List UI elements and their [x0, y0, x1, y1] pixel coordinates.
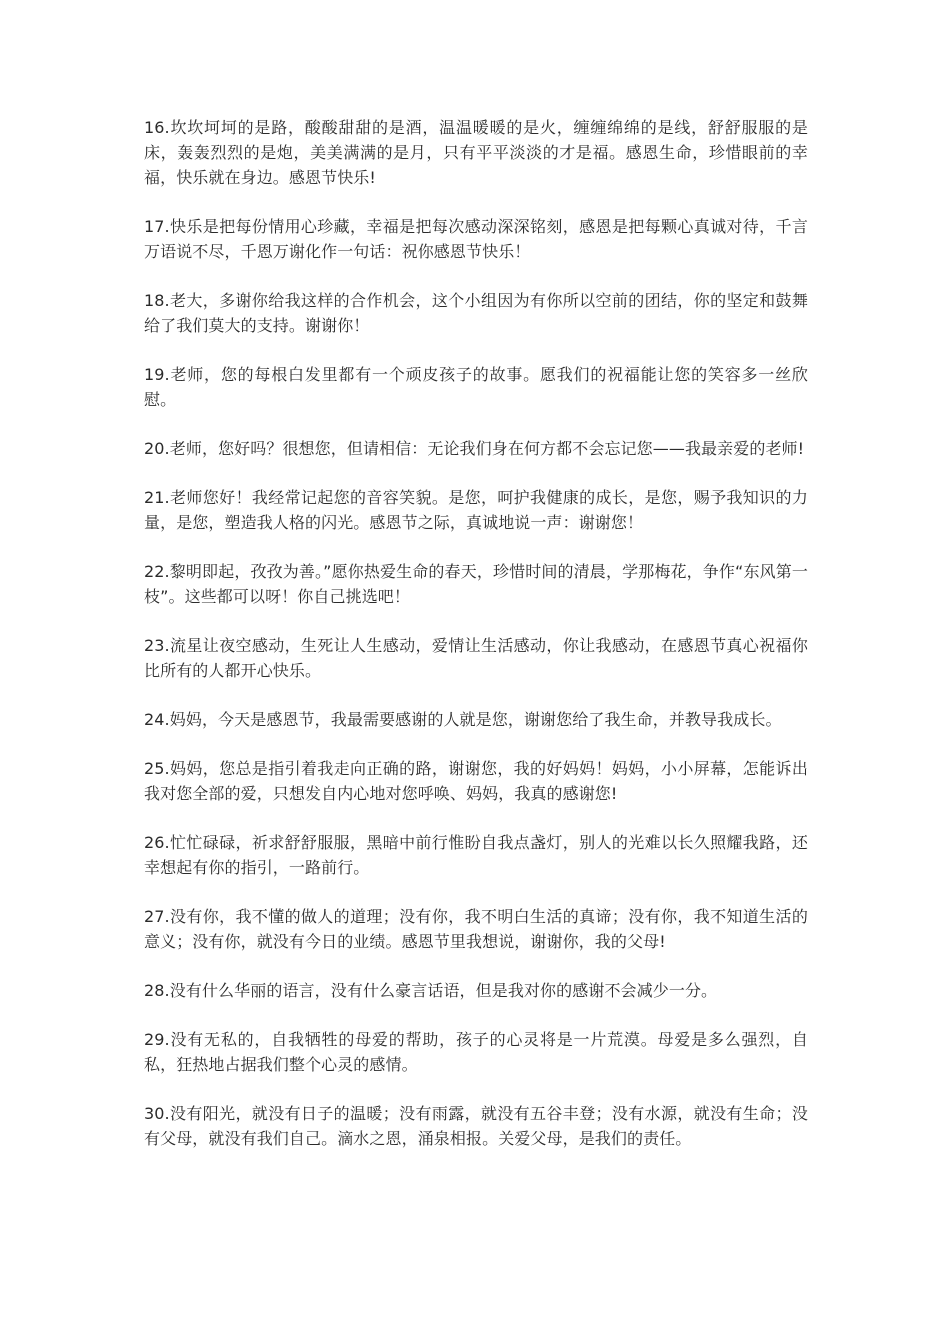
- paragraph-22: 22.黎明即起，孜孜为善。”愿你热爱生命的春天，珍惜时间的清晨，学那梅花，争作“东风第一枝”。这些都可以呀！你自己挑选吧！: [144, 562, 808, 606]
- paragraph-26: 26.忙忙碌碌，祈求舒舒服服，黑暗中前行惟盼自我点盏灯，别人的光难以长久照耀我路，还幸想起有你的指引，一路前行。: [144, 833, 808, 877]
- paragraph-30: 30.没有阳光，就没有日子的温暖；没有雨露，就没有五谷丰登；没有水源，就没有生命；没有父母，就没有我们自己。滴水之恩，涌泉相报。关爱父母，是我们的责任。: [144, 1104, 808, 1148]
- paragraph-27: 27.没有你，我不懂的做人的道理；没有你，我不明白生活的真谛；没有你，我不知道生活的意义；没有你，就没有今日的业绩。感恩节里我想说，谢谢你，我的父母!: [144, 907, 808, 951]
- document-page: [144, 115, 808, 1175]
- paragraph-29: 29.没有无私的，自我牺牲的母爱的帮助，孩子的心灵将是一片荒漠。母爱是多么强烈，自私，狂热地占据我们整个心灵的感情。: [144, 1030, 808, 1074]
- paragraph-16: 16.坎坎坷坷的是路，酸酸甜甜的是酒，温温暖暖的是火，缠缠绵绵的是线，舒舒服服的是床，轰轰烈烈的是炮，美美满满的是月，只有平平淡淡的才是福。感恩生命，珍惜眼前的幸福，快乐就在身边。感恩节快乐!: [144, 118, 808, 187]
- paragraph-23: 23.流星让夜空感动，生死让人生感动，爱情让生活感动，你让我感动，在感恩节真心祝福你比所有的人都开心快乐。: [144, 636, 808, 680]
- paragraph-28: 28.没有什么华丽的语言，没有什么豪言话语，但是我对你的感谢不会减少一分。: [144, 981, 718, 1000]
- paragraph-24: 24.妈妈，今天是感恩节，我最需要感谢的人就是您，谢谢您给了我生命，并教导我成长。: [144, 710, 782, 729]
- paragraph-21: 21.老师您好！我经常记起您的音容笑貌。是您，呵护我健康的成长，是您，赐予我知识的力量，是您，塑造我人格的闪光。感恩节之际，真诚地说一声：谢谢您！: [144, 488, 808, 532]
- paragraph-18: 18.老大，多谢你给我这样的合作机会，这个小组因为有你所以空前的团结，你的坚定和鼓舞给了我们莫大的支持。谢谢你！: [144, 291, 808, 335]
- paragraph-20: 20.老师，您好吗？很想您，但请相信：无论我们身在何方都不会忘记您——我最亲爱的老师!: [144, 439, 805, 458]
- paragraph-17: 17.快乐是把每份情用心珍藏，幸福是把每次感动深深铭刻，感恩是把每颗心真诚对待，千言万语说不尽，千恩万谢化作一句话：祝你感恩节快乐！: [144, 217, 808, 261]
- paragraph-19: 19.老师，您的每根白发里都有一个顽皮孩子的故事。愿我们的祝福能让您的笑容多一丝欣慰。: [144, 365, 808, 409]
- paragraph-25: 25.妈妈，您总是指引着我走向正确的路，谢谢您，我的好妈妈！妈妈，小小屏幕，怎能诉出我对您全部的爱，只想发自内心地对您呼唤、妈妈，我真的感谢您!: [144, 759, 808, 803]
